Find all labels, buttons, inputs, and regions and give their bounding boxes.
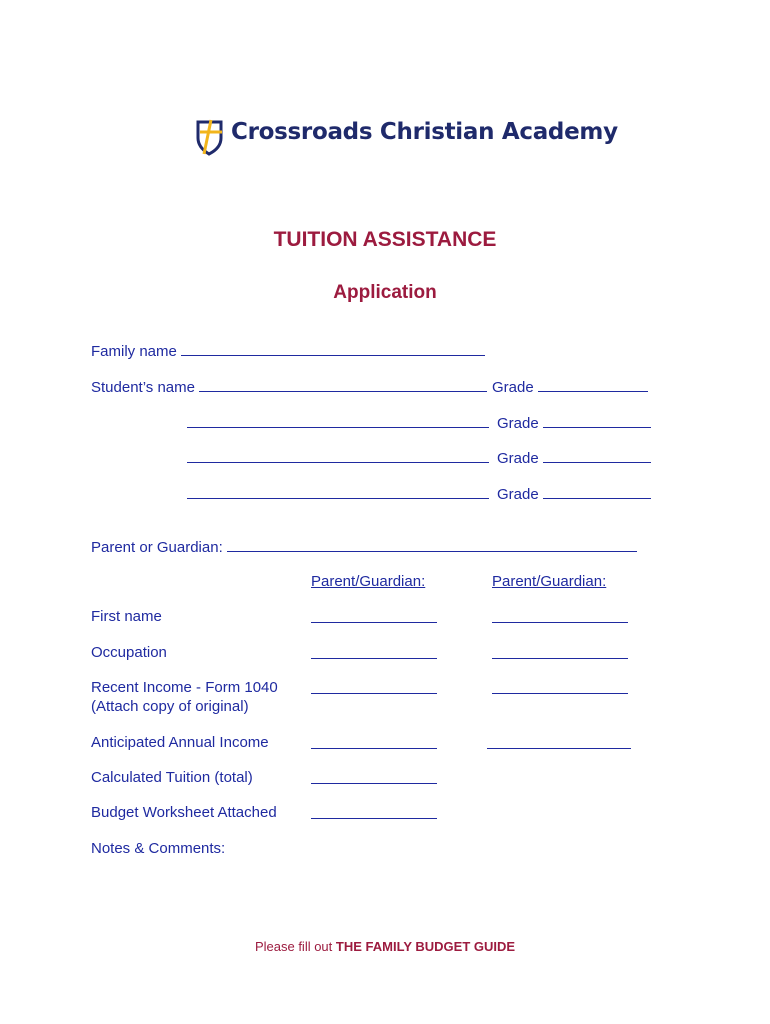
anticipated-income-label: Anticipated Annual Income	[91, 734, 269, 751]
calculated-tuition-field[interactable]	[311, 769, 437, 784]
family-name-label: Family name	[91, 343, 177, 360]
first-name-field-2[interactable]	[492, 608, 628, 623]
grade-label: Grade	[492, 379, 534, 396]
student-name-label: Student’s name	[91, 379, 195, 396]
page-subtitle: Application	[333, 282, 437, 303]
family-name-row	[91, 341, 485, 360]
parent-guardian-row	[91, 537, 637, 556]
footer-prefix: Please fill out	[254, 939, 333, 954]
shield-cross-icon	[195, 118, 225, 156]
occupation-field-2[interactable]	[492, 644, 628, 659]
grade-field[interactable]	[543, 448, 651, 463]
grade-field[interactable]	[538, 377, 648, 392]
grade-row-2	[497, 413, 651, 432]
school-logo	[195, 118, 618, 158]
family-name-field[interactable]	[181, 341, 485, 356]
footer-note	[0, 939, 770, 954]
anticipated-income-field-1[interactable]	[311, 734, 437, 749]
column-header-1: Parent/Guardian:	[311, 573, 426, 590]
grade-field[interactable]	[543, 484, 651, 499]
column-header-2: Parent/Guardian:	[492, 573, 607, 590]
anticipated-income-field-2[interactable]	[487, 734, 631, 749]
student-name-row-4	[187, 484, 489, 503]
parent-guardian-field[interactable]	[227, 537, 637, 552]
calculated-tuition-label: Calculated Tuition (total)	[91, 769, 253, 786]
student-name-row	[91, 377, 487, 396]
parent-guardian-label: Parent or Guardian:	[91, 539, 223, 556]
grade-label: Grade	[497, 486, 539, 503]
notes-label: Notes & Comments:	[91, 840, 226, 857]
student-name-row-2	[187, 413, 489, 432]
grade-field[interactable]	[543, 413, 651, 428]
student-name-field[interactable]	[199, 377, 487, 392]
student-name-field[interactable]	[187, 413, 489, 428]
page-title: TUITION ASSISTANCE	[273, 228, 497, 251]
occupation-label: Occupation	[91, 644, 167, 661]
footer-guide-name: THE FAMILY BUDGET GUIDE	[335, 939, 516, 954]
first-name-label: First name	[91, 608, 162, 625]
recent-income-field-2[interactable]	[492, 679, 628, 694]
logo-text: Crossroads Christian Academy	[231, 119, 618, 145]
budget-worksheet-field[interactable]	[311, 804, 437, 819]
student-name-field[interactable]	[187, 484, 489, 499]
occupation-field-1[interactable]	[311, 644, 437, 659]
grade-label: Grade	[497, 450, 539, 467]
student-name-field[interactable]	[187, 448, 489, 463]
grade-label: Grade	[497, 415, 539, 432]
grade-row-3	[497, 448, 651, 467]
first-name-field-1[interactable]	[311, 608, 437, 623]
recent-income-label: Recent Income - Form 1040	[91, 679, 278, 696]
recent-income-field-1[interactable]	[311, 679, 437, 694]
attach-copy-label: (Attach copy of original)	[91, 698, 249, 715]
budget-worksheet-label: Budget Worksheet Attached	[91, 804, 277, 821]
student-name-row-3	[187, 448, 489, 467]
grade-row-4	[497, 484, 651, 503]
grade-row-1	[492, 377, 648, 396]
